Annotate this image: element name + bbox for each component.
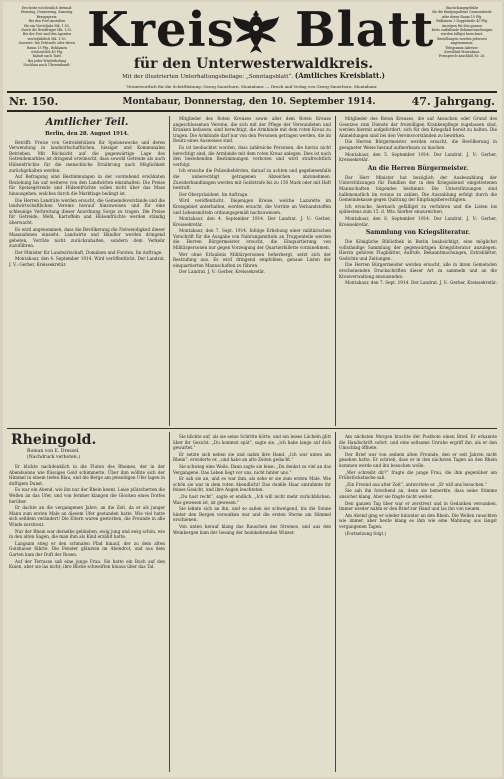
war-literature-text bbox=[339, 239, 497, 286]
paragraph: Die Herren Bürgermeister werden ersucht, alle in ihren Gemeinden erscheinenden Druckschriften dieser Art zu sammeln und an die Kreisverwaltung einzusenden. bbox=[339, 262, 497, 279]
paragraph: (Fortsetzung folgt.) bbox=[345, 530, 387, 536]
box-line: Dienstag, Donnerstag, Samstag. bbox=[20, 10, 74, 15]
paragraph: Die Herren Bürgermeister werden ersucht, die Bevölkerung in geeigneter Weise hierauf aufmerksam zu machen. bbox=[339, 139, 497, 150]
box-line: Rabatt nach Tarif. bbox=[32, 54, 62, 59]
box-line: durch die Briefträger Mk. 1.92. bbox=[21, 28, 73, 33]
box-line: Fernsprech-Anschluß Nr. 26. bbox=[438, 54, 486, 59]
official-column-1 bbox=[9, 116, 165, 426]
paragraph: Ich ersuche, hiernach gefälligst zu verfahren und die Listen bis spätestens zum 15. d. Mts. hierher einzureichen. bbox=[339, 203, 497, 215]
paragraph: Der Oberpräsident. Im Auftrage. bbox=[179, 191, 249, 197]
box-line: Bei jeder Wiederholung bbox=[27, 58, 67, 63]
paragraph: Er blickte nachdenklich in die Fluten des Rheines, der in der Abendsonne wie flüssiges Gold schimmerte. Über ihm wölbte sich der Himmel in einem tiefen Blau, und die Berge am jenseitigen Ufer lagen in duftigem Dunst. bbox=[9, 464, 165, 486]
feuilleton-column-1 bbox=[9, 464, 165, 772]
paragraph: Montabaur, den 8. September 1914. Der Landrat. J. V.: Gerber, Kreissekretär. bbox=[339, 215, 497, 227]
subscription-box bbox=[9, 6, 85, 68]
feuilleton-author: Roman von E. Dressel. bbox=[27, 449, 80, 454]
issue-number: Nr. 150. bbox=[9, 95, 59, 108]
box-line: Erscheint wöchentlich dreimal: bbox=[21, 6, 73, 10]
paragraph: Sie lehnte sich an ihn, und so saßen sie schweigend, bis die Sonne hinter den Bergen versunken war und die ersten Sterne am Himmel erschienen. bbox=[173, 506, 331, 523]
box-line: Kreis entfallende Bekanntmachungen bbox=[431, 28, 493, 33]
official-column-2-text bbox=[173, 116, 331, 275]
paragraph: Wer ohne Erlaubnis Militärpersonen beherbergt, setzt sich der Bestrafung aus. Es wird dringend empfohlen, genaue Listen der einquartierten Mannschaften zu führen. bbox=[173, 251, 331, 268]
official-intro: Berlin, den 28. August 1914. bbox=[45, 131, 129, 137]
paragraph: Montabaur, den 4. September 1914. Der Landrat. J. V.: Gerber, Kreissekretär. bbox=[173, 216, 331, 227]
feuilleton-column-2-text bbox=[173, 434, 331, 535]
box-line: angenommen. bbox=[450, 41, 474, 46]
paragraph: Auf der Terrasse saß eine junge Frau. Sie hatte ein Buch auf den Knien, aber sie las nicht; ihre Blicke schweiften hinaus über das Tal. bbox=[9, 558, 165, 570]
feuilleton-reprint-note: (Nachdruck verboten.) bbox=[27, 455, 80, 460]
paragraph: Die Herren Landräte werden ersucht, die Gemeindevorstände und die landwirtschaftlichen Vereine hierauf hinzuweisen und für eine schleunige Verbreitung dieser Anordnung Sorge zu tragen. Die Preise für Getreide, Mehl, Kartoffeln und Hülsenfrüchte werden ständig überwacht. bbox=[9, 197, 165, 225]
paragraph: Den ganzen Tag über war er zerstreut und in Gedanken versunken. Immer wieder nahm er den Brief zur Hand und las ihn von neuem. bbox=[339, 500, 497, 512]
place-date: Montabaur, Donnerstag, den 10. September 1914. bbox=[122, 97, 376, 107]
official-column-2 bbox=[173, 116, 331, 426]
paragraph: Es war ein Abend, wie ihn nur der Rhein kennt. Leise plätscherten die Wellen an das Ufer, und von fernher klangen die Glocken eines Dorfes herüber. bbox=[9, 487, 165, 504]
paragraph: Am nächsten Morgen brachte der Postbote einen Brief. Er erkannte die Handschrift sofort, und eine seltsame Unruhe ergriff ihn, als er den Umschlag öffnete. bbox=[339, 434, 497, 451]
box-line: Raum 15 Pfg., Reklamen bbox=[26, 45, 68, 50]
paragraph: Sie sah ihn forschend an, denn sie bemerkte, dass seine Stimme unsicher klang. Aber sie fragte nicht weiter. bbox=[339, 488, 497, 499]
feuilleton-column-2 bbox=[173, 434, 331, 772]
feuilleton-column-1-text bbox=[9, 464, 165, 570]
paragraph: Montabaur, den 4. September 1914. Wird veröffentlicht. Der Landrat. J. V.: Gerber, Kreissekretär. bbox=[9, 256, 165, 268]
column-divider bbox=[169, 116, 170, 426]
box-line: oder deren Raum 15 Pfg. bbox=[441, 14, 483, 19]
volume-year: 47. Jahrgang. bbox=[411, 95, 495, 108]
advertising-box bbox=[424, 6, 500, 59]
paragraph: „Ein Freund aus alter Zeit“, antwortete er. „Er will uns besuchen.“ bbox=[345, 481, 487, 487]
box-line: Inserate: Die Petitzeile oder deren bbox=[19, 41, 75, 46]
box-line: Einrückungsgebühr bbox=[445, 6, 479, 10]
official-column-3 bbox=[339, 116, 497, 426]
box-line: Anzeigen für den ganzen bbox=[441, 23, 483, 28]
paragraph: Die Königliche Bibliothek in Berlin beabsichtigt, eine möglichst vollständige Sammlung der gegenwärtigen Kriegsliteratur anzulegen. Hierzu gehören Flugblätter, Aufrufe, Bekanntmachungen, Extrablätter, Gedichte und Zeitungen. bbox=[339, 239, 497, 261]
top-rule bbox=[7, 91, 497, 93]
paragraph: Sie blickte auf, als sie seine Schritte hörte, und ein leises Lächeln glitt über ihr Gesicht. „Du kommst spät“, sagte sie, „ich habe lange auf dich gewartet.“ bbox=[173, 434, 331, 451]
paragraph: Ich ersuche die Polizeibehörden, darauf zu achten und gegebenenfalls die unberechtigt getragenen Abzeichen abzunehmen. Zuwiderhandlungen werden mit Geldstrafe bis zu 150 Mark oder mit Haft bestraft. bbox=[173, 168, 331, 191]
paragraph: Von unten herauf klang das Rauschen des Stromes, und aus den Weinbergen kam der Gesang der heimkehrenden Winzer. bbox=[173, 523, 331, 535]
paragraph: Der Brief war von seinem alten Freunde, den er seit Jahren nicht gesehen hatte. Er schrieb, dass er in den nächsten Tagen an den Rhein kommen werde und ihn besuchen wolle. bbox=[339, 451, 497, 468]
box-line: Bei der Post und den Agenten bbox=[22, 32, 72, 37]
masthead bbox=[3, 2, 502, 84]
box-line: für die fünfgespaltene Garmondzeile bbox=[432, 10, 492, 15]
dateline bbox=[9, 95, 495, 109]
paragraph: Montabaur, den 7. Sept. 1914. Infolge Erhebung einer militärischen Vorschrift für die Ausgabe von Nahrungsmitteln an Truppenteile werden die Herren Bürgermeister ersucht, die Einquartierung von Militärpersonen nur gegen Vorzeigung der Quartierbillette vorzunehmen. bbox=[173, 228, 331, 251]
official-heading: Amtlicher Teil. bbox=[45, 117, 129, 128]
box-line: Nachlass nach Übereinkunft. bbox=[23, 63, 71, 68]
bottom-rule bbox=[7, 110, 497, 112]
column-divider bbox=[335, 116, 336, 426]
paragraph: Nur der Rhein war derselbe geblieben, ewig jung und ewig schön, wie in den alten Sagen, die man ihm als Kind erzählt hatte. bbox=[9, 528, 165, 540]
box-line: Bestellungen werden jederzeit bbox=[437, 36, 487, 41]
paragraph: Der Minister für Landwirtschaft, Domänen und Forsten. Im Auftrage. bbox=[15, 249, 163, 255]
paragraph: Er sah sie an, und es war ihm, als sehe er sie zum ersten Male. Wie schön sie war in dem roten Abendlicht! Das dunkle Haar umrahmte ihr feines Gesicht, und ihre Augen leuchteten. bbox=[173, 476, 331, 493]
paragraph: Montabaur, den 7. Sept. 1914. Der Landrat. J. V.: Gerber, Kreissekretär. bbox=[345, 280, 497, 286]
column-divider bbox=[335, 432, 336, 772]
newspaper-tagline bbox=[81, 72, 426, 81]
official-column-3-text bbox=[339, 116, 497, 163]
paragraph: Mitglieder des Roten Kreuzes, die auf Ansuchen oder Grund des Gesetzes zum Dienste der freiwilligen Krankenpflege zugelassen sind, werden hiermit aufgefordert, sich für den Kriegsfall bereit zu halten. Die Anmeldungen sind bei den Vereinsvorständen zu bewirken. bbox=[339, 116, 497, 138]
paragraph: „Wer schreibt dir?“ fragte die junge Frau, die ihm gegenüber am Frühstückstische saß. bbox=[339, 469, 497, 481]
feuilleton-column-3-text bbox=[339, 434, 497, 536]
feuilleton-rule bbox=[7, 428, 497, 429]
tagline-official: (Amtliches Kreisblatt.) bbox=[294, 71, 385, 80]
box-line: Bezugspreis: bbox=[36, 14, 58, 19]
column-divider bbox=[169, 432, 170, 772]
paragraph: Es ist beobachtet worden, dass zahlreiche Personen, die hierzu nicht berechtigt sind, die Armbinde mit dem roten Kreuz anlegen. Dies ist nach den bestehenden Bestimmungen verboten und wird strafrechtlich verfolgt. bbox=[173, 144, 331, 167]
box-line: Bei den Post-Anstalten bbox=[28, 19, 66, 24]
box-line: vierteljährlich Mk. 1.50. bbox=[27, 36, 67, 41]
paragraph: Der Herr Minister hat bezüglich der Ausbezahlung der Unterstützungen für Familien der in den Kriegsdienst eingetretenen Mannschaften folgendes bestimmt: Die Unterstützungen sind halbmonatlich im voraus zu zahlen. Die Auszahlung erfolgt durch die Gemeindekasse gegen Quittung der Empfangsberechtigten. bbox=[339, 174, 497, 203]
feuilleton-byline bbox=[27, 449, 80, 461]
eagle-emblem-icon bbox=[232, 6, 280, 54]
newspaper-page bbox=[3, 2, 502, 777]
paragraph: Montabaur, den 5. September 1914. Der Landrat. J. V.: Gerber, Kreissekretär. bbox=[339, 151, 497, 163]
feuilleton-column-3 bbox=[339, 434, 497, 772]
mayors-notice-heading: An die Herren Bürgermeister. bbox=[367, 164, 469, 172]
paragraph: Er dachte an die vergangenen Jahre, an die Zeit, da er als junger Mann zum ersten Male an diesem Ufer gestanden hatte. Wie viel hatte sich seitdem verändert! Die Eltern waren gestorben, die Freunde in alle Winde zerstreut. bbox=[9, 505, 165, 527]
paragraph: Sie schwieg eine Weile. Dann sagte sie leise: „Du denkst zu viel an das Vergangene. Das Leben liegt vor uns, nicht hinter uns.“ bbox=[173, 463, 331, 475]
responsibility-line: Verantwortlich für die Schriftleitung: Georg Sauerborn, Montabaur. — Druck und Verlag von Georg Sauerborn, Montabaur. bbox=[126, 84, 378, 89]
title-right-word: Blatt bbox=[295, 2, 435, 58]
newspaper-title bbox=[81, 2, 435, 58]
paragraph: Es wird angenommen, dass die Bevölkerung die Notwendigkeit dieser Massnahmen einsieht. Landwirte und Händler werden dringend gebeten, Vorräte nicht zurückzuhalten, sondern dem Verkehr zuzuführen. bbox=[9, 226, 165, 249]
paragraph: Auf Befragung sind Bestimmungen in der vorstehend erwähnten Beziehung bis auf weiteres von den Landwirten einzuhalten. Die Preise für Speisegetreide und Hülsenfrüchte sollen nicht über das Mass hinausgehen, welches durch die Marktlage bedingt ist. bbox=[9, 174, 165, 196]
newspaper-subtitle: für den Unterwesterwaldkreis. bbox=[133, 56, 374, 72]
paragraph: Mitglieder des Roten Kreuzes sowie aller dem Roten Kreuze angeschlossenen Vereine, die sich mit der Pflege der Verwundeten und Kranken befassen, sind berechtigt, die Armbinde mit dem roten Kreuz zu tragen. Die Armbinde darf nur von den Personen getragen werden, die im Besitz eines Ausweises sind. bbox=[173, 116, 331, 144]
tagline-supplement: Mit der illustrierten Unterhaltungsbeilage: „Sonntagsblatt“. bbox=[122, 74, 294, 80]
box-line: Telegramm-Adresse: bbox=[445, 45, 479, 50]
paragraph: Er setzte sich neben sie und nahm ihre Hand. „Ich war unten am Rhein“, erwiderte er, „und habe an alte Zeiten gedacht.“ bbox=[173, 451, 331, 463]
paragraph: Wird veröffentlicht. Diejenigen Kreise, welche Lazarette im Kreisgebiet unterhalten, werden ersucht, die Vorräte an Verbandstoffen und Lebensmitteln ordnungsgemäß nachzuweisen. bbox=[173, 198, 331, 215]
war-literature-heading: Sammlung von Kriegsliteratur. bbox=[365, 229, 471, 237]
official-column-1-text bbox=[9, 140, 165, 268]
box-line: wöchentlich 40 Pfg. bbox=[30, 50, 64, 55]
paragraph: Der Landrat. J. V.: Gerber, Kreissekretär. bbox=[179, 269, 266, 275]
paragraph: Langsam stieg er den schmalen Pfad hinauf, der zu dem alten Gutshause führte. Die Fenster glänzten im Abendrot, und aus dem Garten kam der Duft der Rosen. bbox=[9, 540, 165, 557]
box-line: werden billigst berechnet. bbox=[440, 32, 484, 37]
paragraph: „Du hast recht“, sagte er endlich. „Ich will nicht mehr zurückblicken. Was gewesen ist, ist gewesen.“ bbox=[173, 493, 331, 505]
feuilleton-title: Rheingold. bbox=[11, 432, 97, 448]
title-left-word: Kreis bbox=[87, 2, 235, 58]
paragraph: Am Abend ging er wieder hinunter an den Rhein. Die Wellen rauschten wie immer, aber heute klang es ihm wie eine Mahnung aus längst vergangenen Tagen. bbox=[339, 512, 497, 529]
box-line: Reklamen 3 Doppelzeile 40 Pfg. bbox=[436, 19, 488, 24]
paragraph: Betrifft: Preise von Getreidehülsen für Speisezwecke und deren Verwendung in landwirtschaftlichen, hiesiger und Kommunalen Betrieben. Mit Rücksicht auf die gegenwärtige Lage des Getreidemarktes ist dringend erwünscht, dass sowohl Getreide als auch Hülsenfrüchte für die menschliche Ernährung nach Möglichkeit zurückgehalten werden. bbox=[9, 139, 165, 173]
mayors-notice-text bbox=[339, 175, 497, 227]
box-line: für ein Vierteljahr Mk. 1.50, bbox=[24, 23, 70, 28]
box-line: Kreisblatt Montabaur. bbox=[444, 50, 480, 55]
